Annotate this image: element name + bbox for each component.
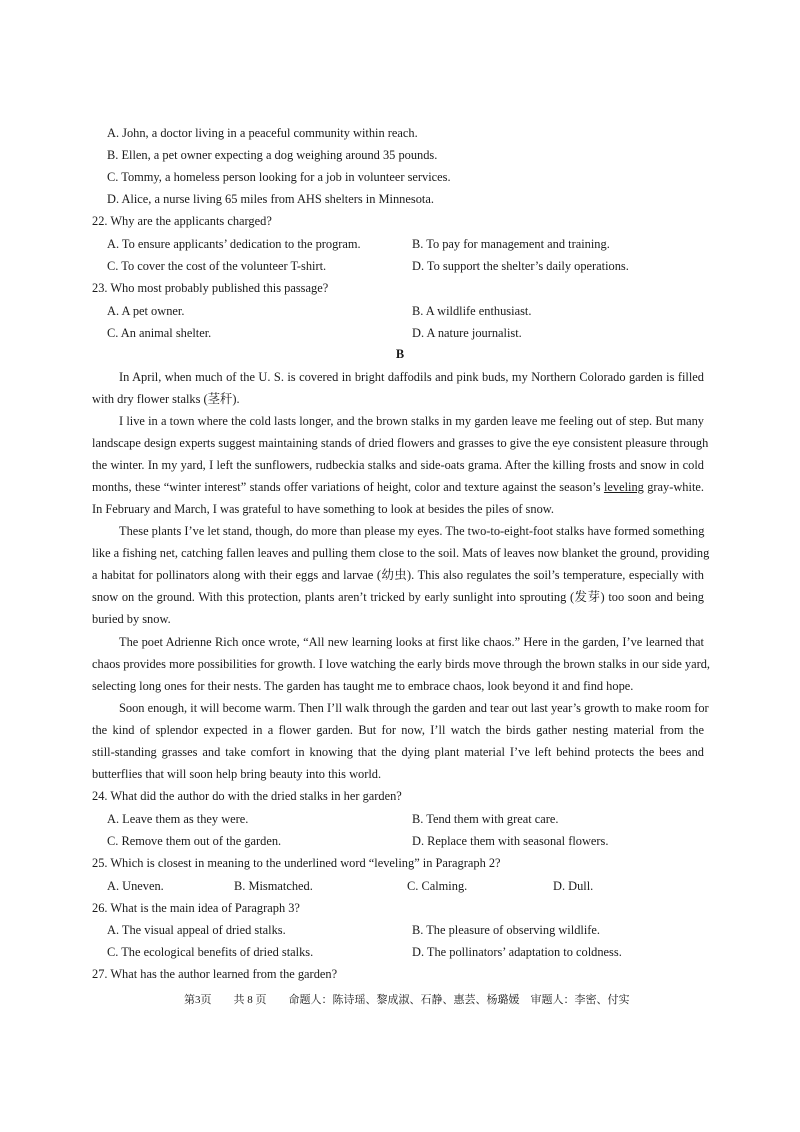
p5-line: butterflies that will soon help bring beauty into this world. <box>92 767 382 781</box>
p2-text-after: gray-white. <box>643 480 704 494</box>
p1-line: In April, when much of the U. S. is covered in bright daffodils and pink buds, my Northern Colorado garden is filled <box>119 370 704 384</box>
page-footer: 第3页 共 8 页 命题人：陈诗瑶、黎成淑、石静、惠芸、杨璐媛 审题人：李密、付实 <box>184 994 630 1006</box>
q26-option-c: C. The ecological benefits of dried stalks. <box>107 945 314 959</box>
q25-option-c: C. Calming. <box>407 879 468 893</box>
q22-option-a: A. To ensure applicants’ dedication to the program. <box>107 237 361 251</box>
q25-option-a: A. Uneven. <box>107 879 164 893</box>
q24-question: 24. What did the author do with the dried stalks in her garden? <box>92 789 402 803</box>
q24-option-c: C. Remove them out of the garden. <box>107 834 282 848</box>
q23-option-a: A. A pet owner. <box>107 304 185 318</box>
q26-question: 26. What is the main idea of Paragraph 3? <box>92 901 300 915</box>
q25-option-b: B. Mismatched. <box>234 879 313 893</box>
q26-option-a: A. The visual appeal of dried stalks. <box>107 923 286 937</box>
q27-question: 27. What has the author learned from the garden? <box>92 967 338 981</box>
p2-text-before: months, these “winter interest” stands offer variations of height, color and texture against the season’s <box>92 480 604 494</box>
p5-line: Soon enough, it will become warm. Then I’ll walk through the garden and tear out last year’s growth to make room for <box>119 701 709 715</box>
q22-option-d: D. To support the shelter’s daily operations. <box>412 259 629 273</box>
p3-line: buried by snow. <box>92 612 171 626</box>
q21-option-a: A. John, a doctor living in a peaceful community within reach. <box>107 126 418 140</box>
p2-line: the winter. In my yard, I left the sunflowers, rudbeckia stalks and side-oats grama. After the killing frosts and snow in cold <box>92 458 704 472</box>
p4-line: The poet Adrienne Rich once wrote, “All new learning looks at first like chaos.” Here in the garden, I’ve learned that <box>119 635 704 649</box>
q22-option-c: C. To cover the cost of the volunteer T-shirt. <box>107 259 327 273</box>
q23-option-c: C. An animal shelter. <box>107 326 212 340</box>
p3-line: like a fishing net, catching fallen leaves and pulling them close to the soil. Mats of leaves now blanket the ground, providing <box>92 546 710 560</box>
q25-option-d: D. Dull. <box>553 879 594 893</box>
q24-option-a: A. Leave them as they were. <box>107 812 249 826</box>
q22-question: 22. Why are the applicants charged? <box>92 214 272 228</box>
q21-option-b: B. Ellen, a pet owner expecting a dog weighing around 35 pounds. <box>107 148 438 162</box>
q26-option-d: D. The pollinators’ adaptation to coldness. <box>412 945 622 959</box>
p3-line: a habitat for pollinators along with their eggs and larvae (幼虫). This also regulates the soil’s temperature, especially with <box>92 568 704 582</box>
p2-line-underlined <box>92 479 704 495</box>
q23-question: 23. Who most probably published this passage? <box>92 281 329 295</box>
q25-question: 25. Which is closest in meaning to the underlined word “leveling” in Paragraph 2? <box>92 856 501 870</box>
p4-line: selecting long ones for their nests. The garden has taught me to embrace chaos, look beyond it and find hope. <box>92 679 634 693</box>
p3-line: snow on the ground. With this protection, plants aren’t tricked by early sunlight into sprouting (发芽) too soon and being <box>92 590 704 604</box>
p1-line: with dry flower stalks (茎秆). <box>92 392 240 406</box>
p4-line: chaos provides more possibilities for growth. I love watching the early birds move through the brown stalks in our side yard, <box>92 657 711 671</box>
section-label: B <box>395 347 405 361</box>
q21-option-d: D. Alice, a nurse living 65 miles from AHS shelters in Minnesota. <box>107 192 434 206</box>
p2-line: In February and March, I was grateful to have something to look at besides the piles of snow. <box>92 502 555 516</box>
q24-option-d: D. Replace them with seasonal flowers. <box>412 834 609 848</box>
p2-line: I live in a town where the cold lasts longer, and the brown stalks in my garden leave me feeling out of step. But many <box>119 414 704 428</box>
q26-option-b: B. The pleasure of observing wildlife. <box>412 923 600 937</box>
q23-option-b: B. A wildlife enthusiast. <box>412 304 532 318</box>
p5-line: the kind of splendor expected in a flower garden. But for now, I’ll watch the birds gather nesting material from the <box>92 723 704 737</box>
q22-option-b: B. To pay for management and training. <box>412 237 610 251</box>
q23-option-d: D. A nature journalist. <box>412 326 522 340</box>
q24-option-b: B. Tend them with great care. <box>412 812 559 826</box>
p2-line: landscape design experts suggest maintaining stands of dried flowers and grasses to give the eye consistent pleasure through <box>92 436 709 450</box>
p3-line: These plants I’ve let stand, though, do more than please my eyes. The two-to-eight-foot stalks have formed something <box>119 524 705 538</box>
p5-line: still-standing grasses and take comfort in knowing that the dying plant material I’ve left behind protects the bees and <box>92 745 704 759</box>
underlined-word-leveling: leveling <box>603 480 644 494</box>
q21-option-c: C. Tommy, a homeless person looking for a job in volunteer services. <box>107 170 451 184</box>
